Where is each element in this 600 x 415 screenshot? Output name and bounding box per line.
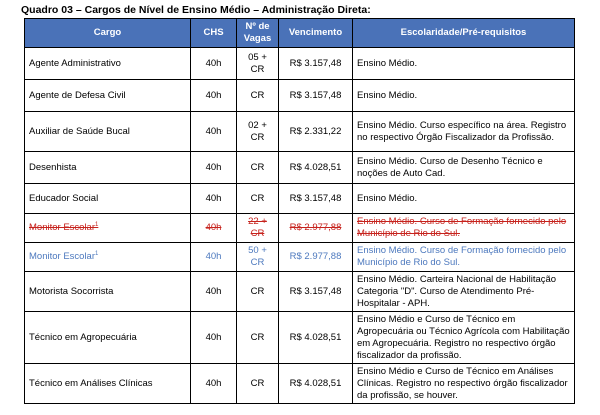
table-row [25, 112, 575, 152]
cell-vencimento: R$ 3.157,48 [279, 48, 353, 80]
cell-escolaridade: Ensino Médio. [353, 184, 575, 214]
table-row [25, 80, 575, 112]
footnote-marker: 1 [95, 250, 99, 257]
cell-chs: 40h [191, 184, 237, 214]
cell-chs: 40h [191, 243, 237, 272]
header-vencimento: Vencimento [279, 19, 353, 48]
cell-escolaridade: Ensino Médio. [353, 48, 575, 80]
cell-escolaridade: Ensino Médio e Curso de Técnico em Agropecuária ou Técnico Agrícola com Habilitação em Agropecuária. Registro no respectivo órgão fiscalizador da profissão. [353, 312, 575, 364]
cell-cargo: Educador Social [25, 184, 191, 214]
cell-vagas: 02 + CR [237, 112, 279, 152]
table-row [25, 48, 575, 80]
cargos-table [24, 18, 575, 404]
cell-escolaridade: Ensino Médio. Curso específico na área. Registro no respectivo Órgão Fiscalizador da Profissão. [353, 112, 575, 152]
cell-vagas: CR [237, 312, 279, 364]
cell-vencimento: R$ 4.028,51 [279, 312, 353, 364]
cell-escolaridade: Ensino Médio. Curso de Formação fornecido pelo Município de Rio do Sul. [353, 243, 575, 272]
cell-vencimento: R$ 4.028,51 [279, 364, 353, 404]
cell-vencimento: R$ 2.977,88 [279, 214, 353, 243]
cell-chs: 40h [191, 80, 237, 112]
header-cargo: Cargo [25, 19, 191, 48]
header-chs: CHS [191, 19, 237, 48]
cell-escolaridade: Ensino Médio. Curso de Formação fornecido pelo Município de Rio do Sul. [353, 214, 575, 243]
cell-vagas: CR [237, 272, 279, 312]
cell-cargo: Técnico em Análises Clínicas [25, 364, 191, 404]
cell-vencimento: R$ 2.331,22 [279, 112, 353, 152]
cell-chs: 40h [191, 272, 237, 312]
cargo-text: Monitor Escolar [29, 222, 95, 233]
cargo-text: Monitor Escolar [29, 251, 95, 262]
table-row-struck [25, 214, 575, 243]
cell-cargo: Desenhista [25, 152, 191, 184]
cell-cargo: Agente Administrativo [25, 48, 191, 80]
header-vagas-line2: Vagas [243, 33, 272, 44]
cell-vencimento: R$ 3.157,48 [279, 80, 353, 112]
cell-escolaridade: Ensino Médio. Curso de Desenho Técnico e noções de Auto Cad. [353, 152, 575, 184]
cell-chs: 40h [191, 312, 237, 364]
cell-cargo: Auxiliar de Saúde Bucal [25, 112, 191, 152]
cell-cargo: Motorista Socorrista [25, 272, 191, 312]
header-vagas-line1: Nº de [245, 21, 270, 32]
cell-cargo [25, 214, 191, 243]
cell-chs: 40h [191, 364, 237, 404]
cell-chs: 40h [191, 152, 237, 184]
header-vagas [237, 19, 279, 48]
header-escolaridade: Escolaridade/Pré-requisitos [353, 19, 575, 48]
cell-vagas: 50 + CR [237, 243, 279, 272]
cell-vencimento: R$ 2.977,88 [279, 243, 353, 272]
cell-vagas: 05 + CR [237, 48, 279, 80]
cell-escolaridade: Ensino Médio. [353, 80, 575, 112]
footnote-marker: 1 [95, 221, 99, 228]
table-row [25, 184, 575, 214]
cell-chs: 40h [191, 112, 237, 152]
table-row [25, 364, 575, 404]
table-header-row [25, 19, 575, 48]
cell-vagas: CR [237, 364, 279, 404]
table-row [25, 312, 575, 364]
cell-cargo: Técnico em Agropecuária [25, 312, 191, 364]
cell-vencimento: R$ 3.157,48 [279, 184, 353, 214]
cell-cargo [25, 243, 191, 272]
cell-vagas: CR [237, 152, 279, 184]
table-row [25, 152, 575, 184]
cell-vagas: 22 + CR [237, 214, 279, 243]
cell-escolaridade: Ensino Médio e Curso de Técnico em Análises Clínicas. Registro no respectivo órgão fiscalizador da profissão, se houver. [353, 364, 575, 404]
cell-vencimento: R$ 4.028,51 [279, 152, 353, 184]
cell-cargo: Agente de Defesa Civil [25, 80, 191, 112]
table-row [25, 272, 575, 312]
cell-chs: 40h [191, 48, 237, 80]
cell-vencimento: R$ 3.157,48 [279, 272, 353, 312]
cell-vagas: CR [237, 80, 279, 112]
cell-escolaridade: Ensino Médio. Carteira Nacional de Habilitação Categoria "D". Curso de Atendimento Pré-Hospitalar - APH. [353, 272, 575, 312]
cell-chs: 40h [191, 214, 237, 243]
table-row-revised [25, 243, 575, 272]
cell-vagas: CR [237, 184, 279, 214]
table-title: Quadro 03 – Cargos de Nível de Ensino Médio – Administração Direta: [21, 4, 371, 16]
